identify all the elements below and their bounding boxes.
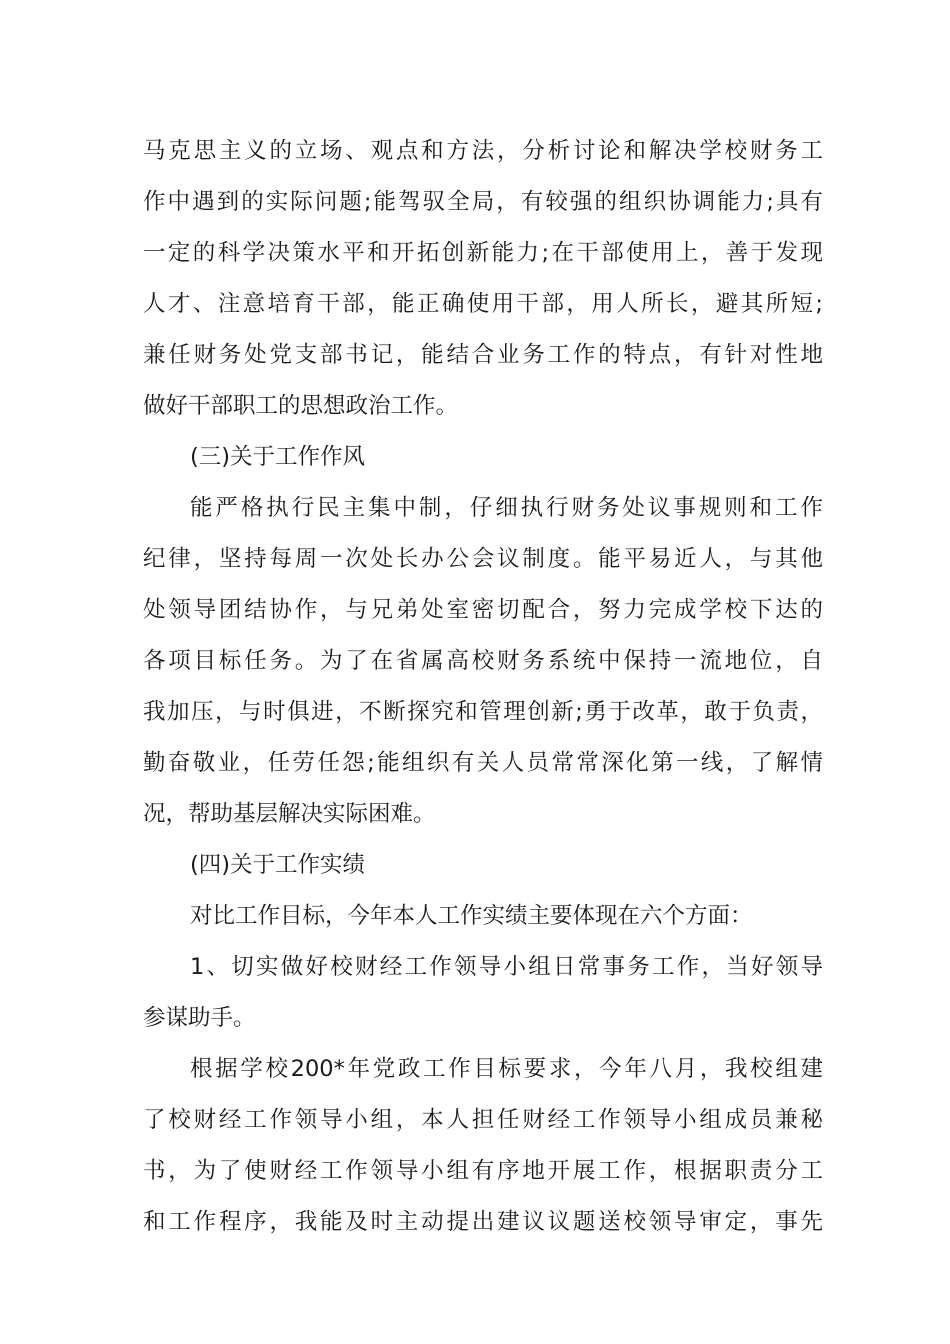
document-line: 各项目标任务。为了在省属高校财务系统中保持一流地位，自 — [143, 648, 823, 674]
document-line: 对比工作目标，今年本人工作实绩主要体现在六个方面： — [190, 903, 753, 929]
document-line: 能严格执行民主集中制，仔细执行财务处议事规则和工作 — [190, 495, 823, 521]
document-line: 勤奋敬业，任劳任怨;能组织有关人员常常深化第一线，了解情 — [143, 750, 823, 776]
document-line: 一定的科学决策水平和开拓创新能力;在干部使用上，善于发现 — [143, 240, 823, 266]
document-line: 兼任财务处党支部书记，能结合业务工作的特点，有针对性地 — [143, 342, 823, 368]
document-line: 马克思主义的立场、观点和方法，分析讨论和解决学校财务工 — [143, 138, 823, 164]
document-line: 我加压，与时俱进，不断探究和管理创新;勇于改革，敢于负责， — [143, 699, 823, 725]
document-line: 处领导团结协作，与兄弟处室密切配合，努力完成学校下达的 — [143, 597, 823, 623]
document-body — [143, 126, 823, 1248]
document-line: 和工作程序，我能及时主动提出建议议题送校领导审定，事先 — [143, 1209, 823, 1235]
document-line: 了校财经工作领导小组，本人担任财经工作领导小组成员兼秘 — [143, 1107, 823, 1133]
document-line: 况，帮助基层解决实际困难。 — [143, 801, 436, 827]
document-line: 书，为了使财经工作领导小组有序地开展工作，根据职责分工 — [143, 1158, 823, 1184]
document-line: 做好干部职工的思想政治工作。 — [143, 393, 459, 419]
document-line: 1、切实做好校财经工作领导小组日常事务工作，当好领导 — [190, 954, 823, 980]
document-line: 参谋助手。 — [143, 1005, 256, 1031]
document-line: (四)关于工作实绩 — [190, 852, 366, 878]
document-line: 纪律，坚持每周一次处长办公会议制度。能平易近人，与其他 — [143, 546, 823, 572]
document-line: 作中遇到的实际问题;能驾驭全局，有较强的组织协调能力;具有 — [143, 189, 823, 215]
document-line: 人才、注意培育干部，能正确使用干部，用人所长，避其所短; — [143, 291, 823, 317]
document-line: (三)关于工作作风 — [190, 444, 366, 470]
document-line: 根据学校200*年党政工作目标要求，今年八月，我校组建 — [190, 1056, 823, 1082]
